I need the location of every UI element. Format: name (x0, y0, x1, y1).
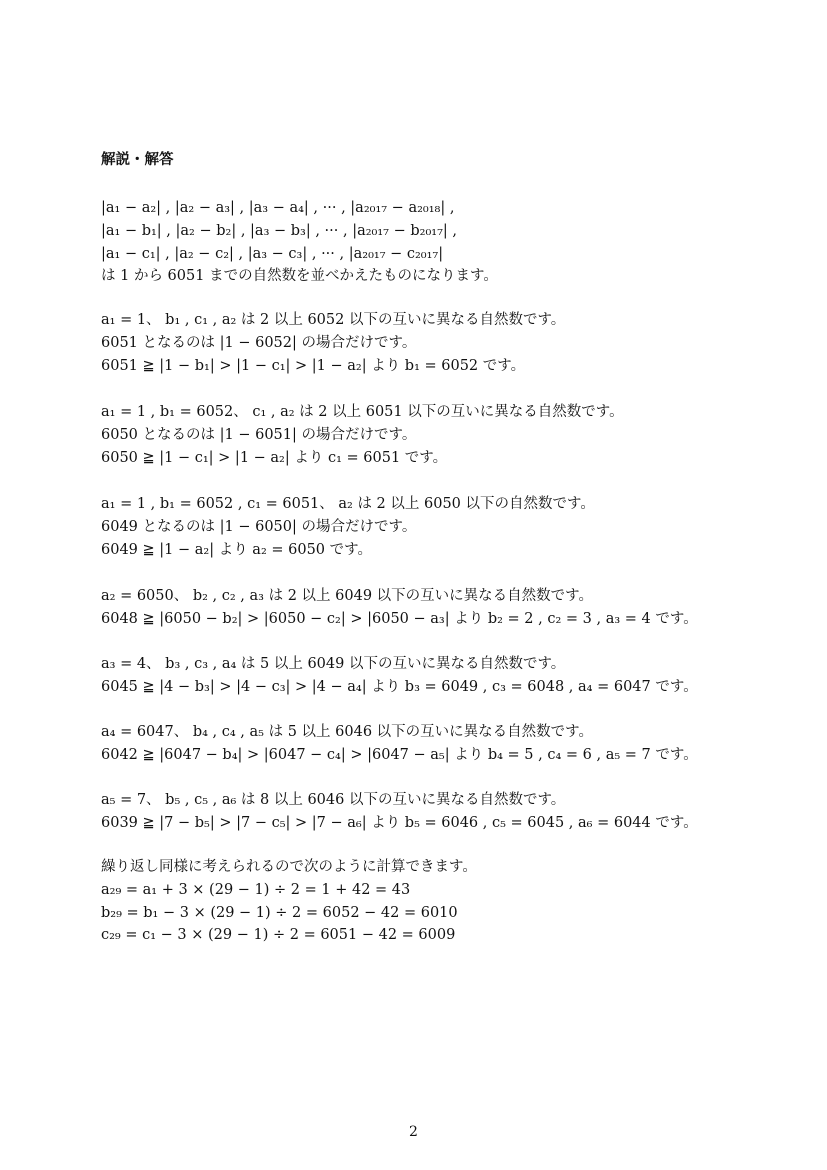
section-title: 解説・解答 (101, 152, 174, 168)
solution-line: a₁ = 1 , b₁ = 6052、 c₁ , a₂ は 2 以上 6051 以下の互いに異なる自然数です。 (101, 404, 624, 420)
solution-line: a₁ = 1 , b₁ = 6052 , c₁ = 6051、 a₂ は 2 以上 6050 以下の自然数です。 (101, 496, 595, 512)
solution-line: 6051 ≧ |1 − b₁| > |1 − c₁| > |1 − a₂| より b₁ = 6052 です。 (101, 357, 526, 374)
solution-line: 6042 ≧ |6047 − b₄| > |6047 − c₄| > |6047 − a₅| より b₄ = 5 , c₄ = 6 , a₅ = 7 です。 (101, 746, 698, 763)
solution-line: 6050 ≧ |1 − c₁| > |1 − a₂| より c₁ = 6051 です。 (101, 449, 448, 466)
solution-line: a₃ = 4、 b₃ , c₃ , a₄ は 5 以上 6049 以下の互いに異なる自然数です。 (101, 656, 566, 672)
solution-line: b₂₉ = b₁ − 3 × (29 − 1) ÷ 2 = 6052 − 42 = 6010 (101, 904, 458, 921)
page-number: 2 (409, 1124, 418, 1140)
solution-line: 6039 ≧ |7 − b₅| > |7 − c₅| > |7 − a₆| より b₅ = 6046 , c₅ = 6045 , a₆ = 6044 です。 (101, 814, 698, 831)
solution-line: は 1 から 6051 までの自然数を並べかえたものになります。 (101, 268, 498, 285)
solution-line: 6048 ≧ |6050 − b₂| > |6050 − c₂| > |6050 − a₃| より b₂ = 2 , c₂ = 3 , a₃ = 4 です。 (101, 610, 698, 627)
solution-line: a₂ = 6050、 b₂ , c₂ , a₃ は 2 以上 6049 以下の互いに異なる自然数です。 (101, 588, 593, 604)
solution-line: 繰り返し同様に考えられるので次のように計算できます。 (101, 859, 477, 875)
solution-line: a₄ = 6047、 b₄ , c₄ , a₅ は 5 以上 6046 以下の互いに異なる自然数です。 (101, 724, 593, 740)
solution-line: |a₁ − a₂| , |a₂ − a₃| , |a₃ − a₄| , ··· , |a₂₀₁₇ − a₂₀₁₈| , (101, 200, 455, 216)
solution-line: 6051 となるのは |1 − 6052| の場合だけです。 (101, 334, 417, 351)
solution-line: |a₁ − b₁| , |a₂ − b₂| , |a₃ − b₃| , ··· , |a₂₀₁₇ − b₂₀₁₇| , (101, 222, 457, 239)
solution-line: 6045 ≧ |4 − b₃| > |4 − c₃| > |4 − a₄| より b₃ = 6049 , c₃ = 6048 , a₄ = 6047 です。 (101, 678, 698, 695)
solution-line: 6050 となるのは |1 − 6051| の場合だけです。 (101, 426, 417, 443)
solution-line: a₂₉ = a₁ + 3 × (29 − 1) ÷ 2 = 1 + 42 = 43 (101, 881, 411, 898)
solution-line: c₂₉ = c₁ − 3 × (29 − 1) ÷ 2 = 6051 − 42 = 6009 (101, 927, 456, 944)
solution-line: 6049 ≧ |1 − a₂| より a₂ = 6050 です。 (101, 541, 372, 558)
solution-line: |a₁ − c₁| , |a₂ − c₂| , |a₃ − c₃| , ··· , |a₂₀₁₇ − c₂₀₁₇| (101, 245, 444, 262)
solution-line: 6049 となるのは |1 − 6050| の場合だけです。 (101, 518, 417, 535)
solution-line: a₅ = 7、 b₅ , c₅ , a₆ は 8 以上 6046 以下の互いに異なる自然数です。 (101, 792, 566, 808)
solution-line: a₁ = 1、 b₁ , c₁ , a₂ は 2 以上 6052 以下の互いに異なる自然数です。 (101, 312, 566, 328)
